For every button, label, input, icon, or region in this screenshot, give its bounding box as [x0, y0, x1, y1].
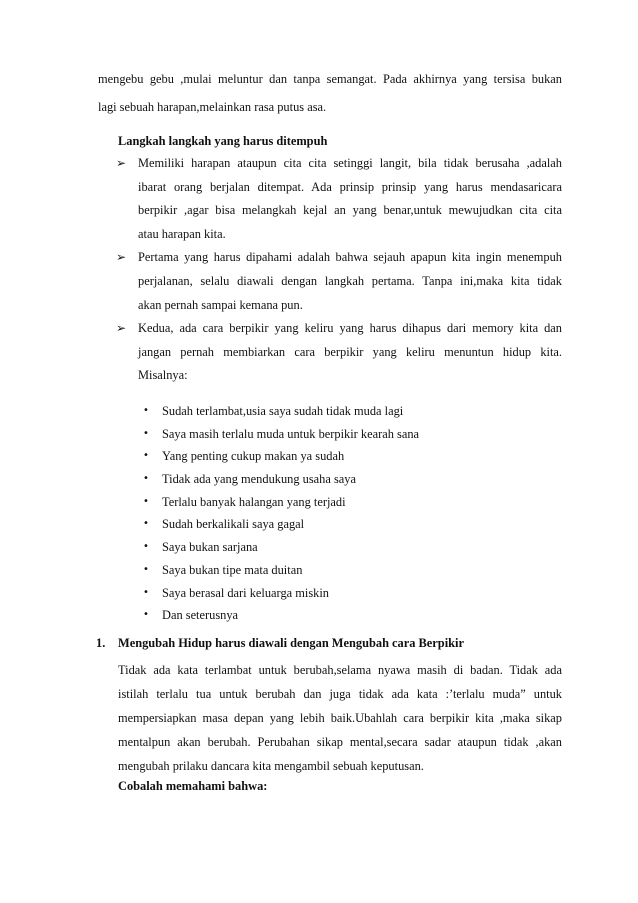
dot-bullet-icon: • — [143, 609, 149, 621]
dot-list-item — [143, 400, 419, 423]
dot-bullet-icon: • — [143, 541, 149, 553]
dot-bullet-icon: • — [143, 473, 149, 485]
dot-list-item — [143, 559, 419, 582]
dot-list-item — [143, 536, 419, 559]
dot-item-text: Saya bukan sarjana — [162, 540, 258, 555]
dot-item-text: Sudah terlambat,usia saya sudah tidak muda lagi — [162, 404, 404, 418]
closing-heading: Cobalah memahami bahwa: — [118, 779, 268, 793]
list-item-line: Kedua, ada cara berpikir yang keliru yang harus dihapus dari memory kita dan — [138, 321, 562, 336]
dot-list-item — [143, 468, 419, 491]
dot-item-text: Sudah berkalikali saya gagal — [162, 517, 305, 532]
section-number: 1. — [96, 636, 106, 650]
dot-item-text: Terlalu banyak halangan yang terjadi — [162, 494, 346, 509]
list-item-line: jangan pernah membiarkan cara berpikir yang keliru menuntun hidup kita. — [138, 344, 562, 359]
list-item-line: perjalanan, selalu diawali dengan langkah pertama. Tanpa ini,maka kita tidak — [138, 273, 562, 288]
paragraph-line: Tidak ada kata terlambat untuk berubah,selama nyawa masih di badan. Tidak ada — [118, 663, 562, 677]
section-title: Mengubah Hidup harus diawali dengan Mengubah cara Berpikir — [118, 636, 464, 650]
list-item-line: ibarat orang berjalan ditempat. Ada prinsip prinsip yang harus mendasaricara — [138, 179, 562, 194]
list-item-line: akan pernah sampai kemana pun. — [138, 297, 303, 312]
dot-item-text: Tidak ada yang mendukung usaha saya — [162, 472, 356, 487]
paragraph-line: istilah terlalu tua untuk berubah dan juga tidak ada kata :’terlalu muda” untuk — [118, 687, 562, 701]
list-item-line: atau harapan kita. — [138, 226, 226, 241]
list-item-line: Misalnya: — [138, 368, 188, 383]
steps-heading: Langkah langkah yang harus ditempuh — [118, 134, 328, 148]
dot-item-text: Yang penting cukup makan ya sudah — [162, 449, 345, 464]
intro-paragraph — [98, 66, 562, 121]
paragraph-line: mempersiapkan masa depan yang lebih baik.Ubahlah cara berpikir kita ,maka sikap — [118, 711, 562, 725]
arrow-list-item — [116, 317, 562, 388]
arrow-bullet-icon: ➢ — [116, 321, 127, 336]
dot-item-text: Dan seterusnya — [162, 608, 239, 623]
arrow-bullet-icon: ➢ — [116, 250, 127, 265]
dot-list-item — [143, 513, 419, 536]
arrow-list-item — [116, 246, 562, 317]
dot-bullet-icon: • — [143, 427, 149, 439]
dot-bullet-icon: • — [143, 405, 149, 416]
list-item-line: Pertama yang harus dipahami adalah bahwa sejauh apapun kita ingin menempuh — [138, 250, 562, 265]
arrow-bullet-icon: ➢ — [116, 156, 127, 170]
section-paragraph — [118, 658, 562, 778]
arrow-list-item — [116, 152, 562, 246]
dot-item-text: Saya berasal dari keluarga miskin — [162, 585, 329, 600]
dot-bullet-icon: • — [143, 518, 149, 530]
dot-list-item — [143, 423, 419, 446]
dot-list-item — [143, 445, 419, 468]
arrow-bullet-list — [116, 152, 562, 388]
dot-bullet-list — [143, 400, 419, 627]
dot-bullet-icon: • — [143, 586, 149, 598]
dot-list-item — [143, 604, 419, 627]
list-item-line: berpikir ,agar bisa melangkah kejal an yang benar,untuk mewujudkan cita cita — [138, 203, 562, 218]
paragraph-line: mengubah prilaku dancara kita mengambil sebuah keputusan. — [118, 759, 424, 773]
dot-bullet-icon: • — [143, 495, 149, 507]
section-heading — [96, 632, 464, 654]
dot-item-text: Saya bukan tipe mata duitan — [162, 562, 303, 577]
dot-bullet-icon: • — [143, 563, 149, 575]
dot-list-item — [143, 491, 419, 514]
list-item-line: Memiliki harapan ataupun cita cita setinggi langit, bila tidak berusaha ,adalah — [138, 156, 562, 170]
paragraph-line: mentalpun akan berubah. Perubahan sikap mental,secara sadar ataupun tidak ,akan — [118, 735, 562, 749]
intro-line: lagi sebuah harapan,melainkan rasa putus asa. — [98, 99, 327, 114]
dot-item-text: Saya masih terlalu muda untuk berpikir kearah sana — [162, 426, 420, 441]
intro-line: mengebu gebu ,mulai meluntur dan tanpa semangat. Pada akhirnya yang tersisa bukan — [98, 72, 562, 86]
dot-bullet-icon: • — [143, 450, 149, 462]
dot-list-item — [143, 582, 419, 605]
